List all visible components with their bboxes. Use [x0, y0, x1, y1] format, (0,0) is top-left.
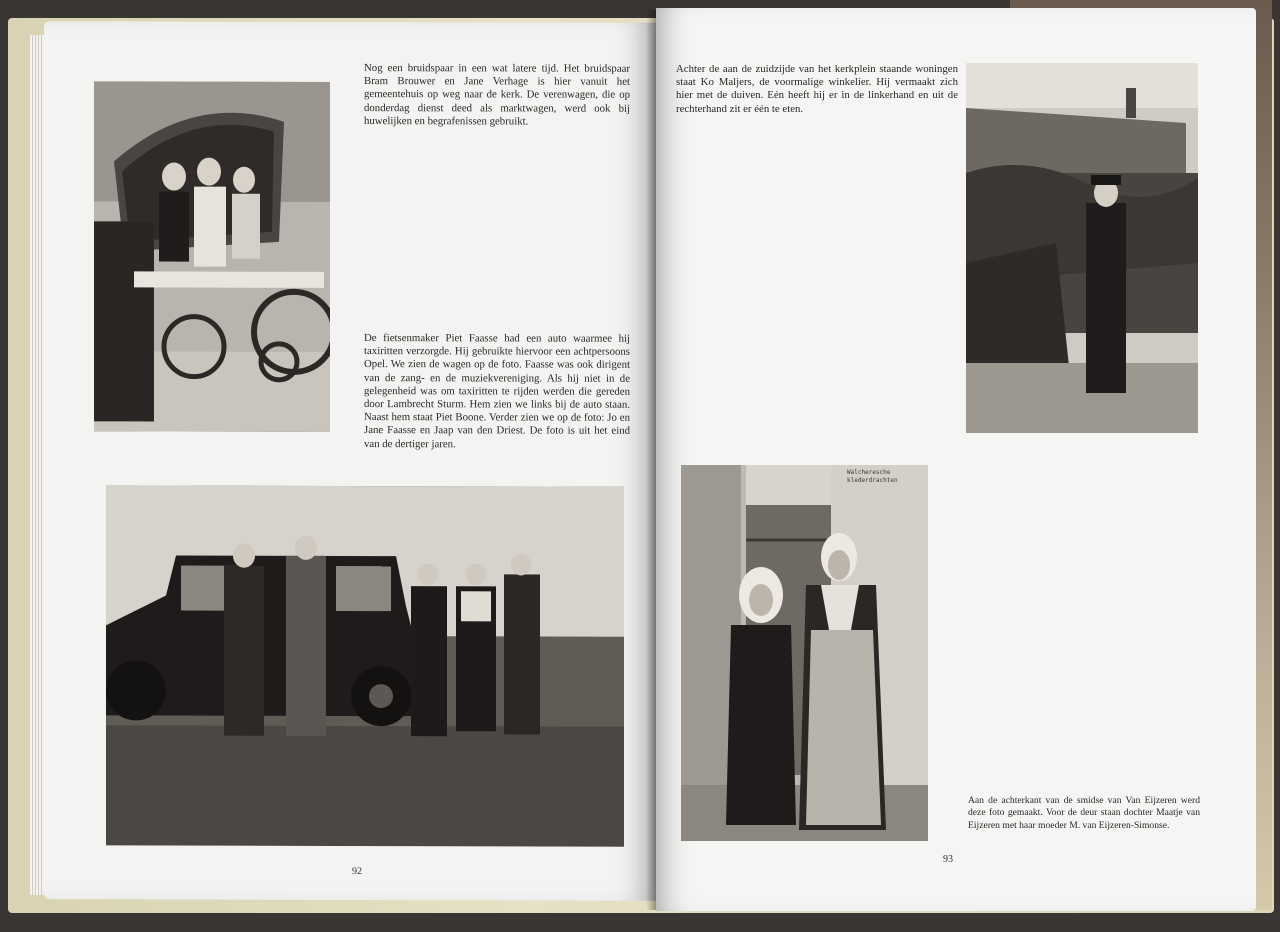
left-page [44, 21, 656, 901]
page-number-left: 92 [352, 866, 362, 878]
caption-pigeons: Achter de aan de zuidzijde van het kerkplein staande woningen staat Ko Maljers, de voormalige winkelier. Hij vermaakt zich hier met de duiven. Eén heeft hij er in de linkerhand en uit de rechterhand zit er één te eten. [676, 63, 958, 115]
opel-car-photo [106, 485, 624, 846]
caption-wedding: Nog een bruidspaar in een wat latere tijd. Het bruidspaar Bram Brouwer en Jane Verhage is hier vanuit het gemeentehuis op weg naar de kerk. De verenwagen, die op donderdag dienst deed als marktwagen, werd ook bij huwelijken en begrafenissen gebruikt. [364, 62, 630, 128]
smithy-women-photo [681, 465, 928, 841]
page-number-right: 93 [943, 854, 953, 865]
caption-smithy: Aan de achterkant van de smidse van Van Eijzeren werd deze foto gemaakt. Voor de deur staan dochter Maatje van Eijzeren met haar moeder M. van Eijzeren-Simonse. [968, 795, 1200, 831]
photo-stamp-text: Walcheresche klederdrachten [847, 469, 898, 484]
right-page [656, 8, 1256, 911]
wedding-wagon-photo [94, 81, 330, 432]
caption-taxi: De fietsenmaker Piet Faasse had een auto waarmee hij taxiritten verzorgde. Hij gebruikte hiervoor een achtpersoons Opel. We zien de wagen op de foto. Faasse was ook dirigent van de zang- en de muziekvereniging. Als hij niet in de gelegenheid was om taxiritten te rijden werden die gereden door Lambrecht Sturm. Hem zien we links bij de auto staan. Naast hem staat Piet Boone. Verder zien we op de foto: Jo en Jane Faasse en Jaap van den Driest. De foto is uit het eind van de dertiger jaren. [364, 332, 630, 450]
pigeon-man-photo [966, 63, 1198, 433]
